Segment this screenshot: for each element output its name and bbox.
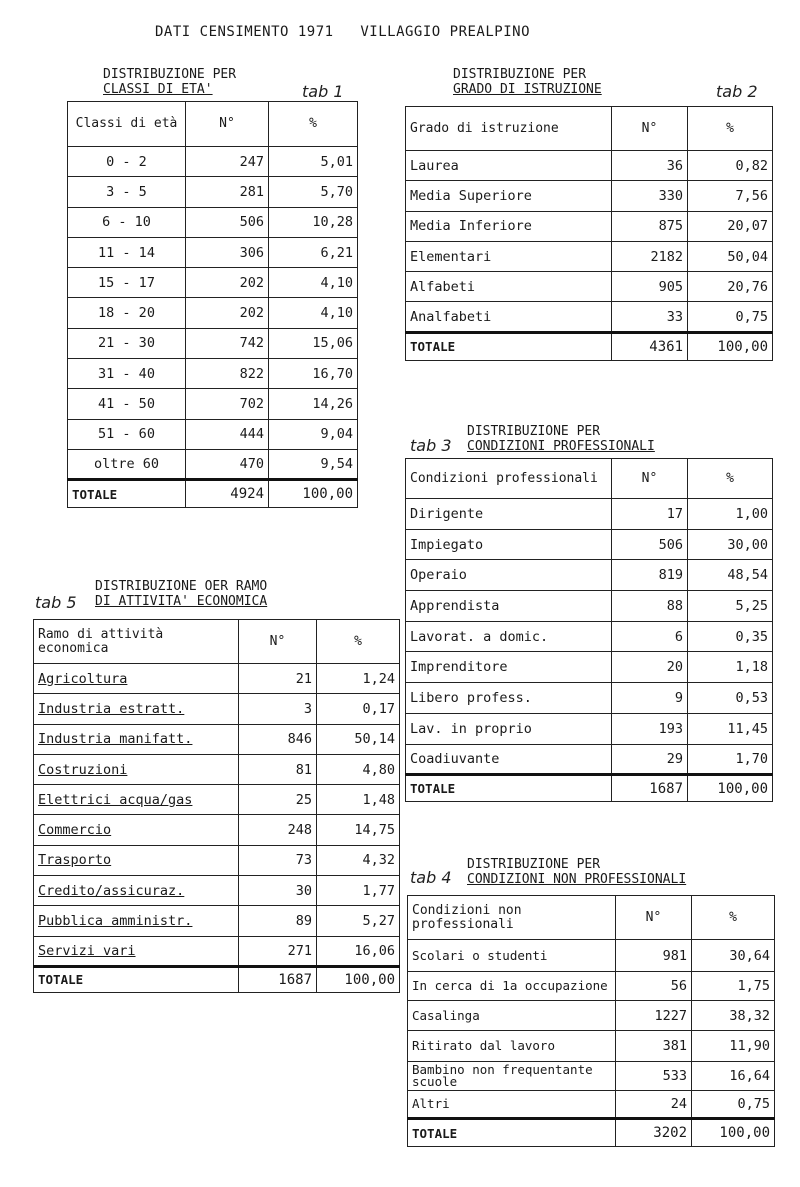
table-row	[68, 389, 358, 419]
row-label: 21 - 30	[98, 335, 155, 352]
table-row	[68, 328, 358, 358]
count-cell: 9	[612, 683, 688, 714]
tab1-caption: DISTRIBUZIONE PER CLASSI DI ETA'	[103, 67, 237, 97]
tab3-label: tab 3	[410, 436, 452, 455]
total-label: TOTALE	[406, 775, 612, 802]
count-cell: 875	[612, 211, 688, 241]
total-percent: 100,00	[688, 775, 773, 802]
column-header: %	[269, 102, 358, 147]
row-label: Credito/assicuraz.	[38, 882, 185, 899]
count-cell: 73	[239, 845, 317, 875]
percent-cell: 30,64	[692, 940, 775, 972]
row-label: Laurea	[410, 157, 459, 174]
row-label: Apprendista	[410, 597, 500, 614]
column-header: %	[317, 620, 400, 664]
table-row	[408, 972, 775, 1001]
percent-cell: 11,90	[692, 1031, 775, 1062]
count-cell: 330	[612, 181, 688, 211]
table-row	[34, 664, 400, 694]
percent-cell: 38,32	[692, 1001, 775, 1031]
column-header: Classi di età	[68, 102, 186, 147]
count-cell: 6	[612, 621, 688, 652]
count-cell: 846	[239, 724, 317, 754]
count-cell: 470	[186, 449, 269, 479]
percent-cell: 5,27	[317, 906, 400, 936]
row-label: Casalinga	[412, 1007, 480, 1023]
percent-cell: 0,75	[688, 302, 773, 332]
count-cell: 30	[239, 876, 317, 906]
economic-activity-table	[33, 619, 400, 993]
percent-cell: 50,14	[317, 724, 400, 754]
total-row	[68, 480, 358, 508]
header-row	[408, 896, 775, 940]
percent-cell: 4,80	[317, 754, 400, 784]
count-cell: 306	[186, 237, 269, 267]
count-cell: 193	[612, 713, 688, 744]
table-row	[408, 940, 775, 972]
count-cell: 1227	[616, 1001, 692, 1031]
row-label: Media Inferiore	[410, 218, 532, 235]
header-row	[68, 102, 358, 147]
column-header: Condizioni professionali	[406, 459, 612, 499]
percent-cell: 16,06	[317, 936, 400, 966]
tab4-label: tab 4	[410, 868, 452, 887]
row-label: Analfabeti	[410, 308, 492, 325]
table-row	[34, 815, 400, 845]
percent-cell: 0,35	[688, 621, 773, 652]
table-row	[406, 272, 773, 302]
total-percent: 100,00	[269, 480, 358, 508]
column-header: N°	[186, 102, 269, 147]
table-row	[68, 449, 358, 479]
percent-cell: 4,10	[269, 298, 358, 328]
count-cell: 25	[239, 785, 317, 815]
count-cell: 506	[186, 207, 269, 237]
count-cell: 24	[616, 1091, 692, 1119]
row-label: Alfabeti	[410, 278, 476, 295]
row-label: Industria estratt.	[38, 700, 185, 717]
count-cell: 819	[612, 560, 688, 591]
count-cell: 20	[612, 652, 688, 683]
row-label: Trasporto	[38, 852, 112, 869]
percent-cell: 10,28	[269, 207, 358, 237]
percent-cell: 4,32	[317, 845, 400, 875]
table-row	[68, 268, 358, 298]
total-count: 1687	[612, 775, 688, 802]
row-label: In cerca di 1a occupazione	[412, 978, 608, 993]
column-header: %	[692, 896, 775, 940]
row-label: Bambino non frequentante scuole	[412, 1062, 593, 1089]
percent-cell: 20,76	[688, 272, 773, 302]
table-row	[68, 298, 358, 328]
count-cell: 247	[186, 147, 269, 177]
row-label: 31 - 40	[98, 365, 155, 382]
education-level-table	[405, 106, 773, 361]
row-label: Libero profess.	[410, 689, 532, 706]
percent-cell: 0,17	[317, 694, 400, 724]
count-cell: 202	[186, 268, 269, 298]
row-label: Elettrici acqua/gas	[38, 791, 193, 808]
count-cell: 17	[612, 499, 688, 530]
count-cell: 33	[612, 302, 688, 332]
total-count: 3202	[616, 1119, 692, 1147]
row-label: Servizi vari	[38, 942, 136, 959]
row-label: 11 - 14	[98, 244, 155, 261]
row-label: 41 - 50	[98, 396, 155, 413]
document-title: DATI CENSIMENTO 1971 VILLAGGIO PREALPINO	[155, 24, 531, 40]
count-cell: 248	[239, 815, 317, 845]
count-cell: 36	[612, 151, 688, 181]
table-row	[34, 694, 400, 724]
percent-cell: 9,54	[269, 449, 358, 479]
percent-cell: 7,56	[688, 181, 773, 211]
row-label: Altri	[412, 1096, 450, 1111]
table-row	[34, 785, 400, 815]
table-row	[406, 591, 773, 622]
row-label: 15 - 17	[98, 274, 155, 291]
table-row	[408, 1091, 775, 1119]
table-row	[68, 177, 358, 207]
column-header: Ramo di attività economica	[34, 620, 239, 664]
age-distribution-table	[67, 101, 358, 508]
count-cell: 202	[186, 298, 269, 328]
table-row	[68, 419, 358, 449]
total-label: TOTALE	[408, 1119, 616, 1147]
row-label: Pubblica amministr.	[38, 913, 193, 930]
count-cell: 905	[612, 272, 688, 302]
percent-cell: 0,82	[688, 151, 773, 181]
table-row	[34, 845, 400, 875]
row-label: oltre 60	[93, 456, 160, 473]
row-label: Scolari o studenti	[412, 947, 548, 963]
percent-cell: 1,00	[688, 499, 773, 530]
total-count: 4924	[186, 480, 269, 508]
count-cell: 21	[239, 664, 317, 694]
table-row	[406, 151, 773, 181]
count-cell: 3	[239, 694, 317, 724]
percent-cell: 48,54	[688, 560, 773, 591]
total-percent: 100,00	[692, 1119, 775, 1147]
percent-cell: 5,70	[269, 177, 358, 207]
tab2-label: tab 2	[716, 82, 758, 101]
table-row	[406, 529, 773, 560]
percent-cell: 0,75	[692, 1091, 775, 1119]
count-cell: 381	[616, 1031, 692, 1062]
table-row	[406, 621, 773, 652]
row-label: Operaio	[410, 567, 467, 584]
row-label: Lavorat. a domic.	[410, 628, 549, 645]
total-label: TOTALE	[68, 480, 186, 508]
count-cell: 2182	[612, 241, 688, 271]
table-row	[34, 906, 400, 936]
row-label: Elementari	[410, 248, 492, 265]
column-header: N°	[616, 896, 692, 940]
row-label: Impiegato	[410, 536, 484, 553]
row-label: 0 - 2	[106, 153, 147, 170]
row-label: Agricoltura	[38, 670, 128, 687]
row-label: 6 - 10	[102, 214, 151, 231]
percent-cell: 5,01	[269, 147, 358, 177]
tab3-caption: DISTRIBUZIONE PER CONDIZIONI PROFESSIONALI	[467, 424, 655, 454]
table-row	[406, 241, 773, 271]
percent-cell: 15,06	[269, 328, 358, 358]
count-cell: 822	[186, 359, 269, 389]
table-row	[408, 1062, 775, 1091]
table-row	[68, 207, 358, 237]
count-cell: 981	[616, 940, 692, 972]
table-row	[68, 147, 358, 177]
percent-cell: 1,77	[317, 876, 400, 906]
table-row	[406, 499, 773, 530]
table-row	[34, 876, 400, 906]
percent-cell: 1,75	[692, 972, 775, 1001]
count-cell: 281	[186, 177, 269, 207]
column-header: N°	[239, 620, 317, 664]
row-label: Lav. in proprio	[410, 720, 532, 737]
row-label: Costruzioni	[38, 761, 128, 778]
row-label: Commercio	[38, 822, 112, 839]
table-row	[406, 713, 773, 744]
percent-cell: 11,45	[688, 713, 773, 744]
total-count: 1687	[239, 966, 317, 992]
percent-cell: 6,21	[269, 237, 358, 267]
total-label: TOTALE	[34, 966, 239, 992]
tab2-caption: DISTRIBUZIONE PER GRADO DI ISTRUZIONE	[453, 67, 602, 97]
non-professional-conditions-table	[407, 895, 775, 1147]
row-label: Coadiuvante	[410, 750, 500, 767]
percent-cell: 0,53	[688, 683, 773, 714]
count-cell: 533	[616, 1062, 692, 1091]
header-row	[34, 620, 400, 664]
row-label: Imprenditore	[410, 659, 508, 676]
row-label: 18 - 20	[98, 305, 155, 322]
table-row	[408, 1001, 775, 1031]
table-row	[68, 237, 358, 267]
column-header: N°	[612, 459, 688, 499]
count-cell: 702	[186, 389, 269, 419]
tab5-caption: DISTRIBUZIONE OER RAMO DI ATTIVITA' ECONOMICA	[95, 579, 268, 609]
header-row	[406, 107, 773, 151]
table-row	[34, 724, 400, 754]
row-label: Media Superiore	[410, 187, 532, 204]
percent-cell: 4,10	[269, 268, 358, 298]
table-row	[408, 1031, 775, 1062]
total-row	[408, 1119, 775, 1147]
count-cell: 444	[186, 419, 269, 449]
percent-cell: 20,07	[688, 211, 773, 241]
column-header: %	[688, 459, 773, 499]
professional-conditions-table	[405, 458, 773, 802]
table-row	[406, 652, 773, 683]
row-label: Dirigente	[410, 505, 484, 522]
percent-cell: 14,26	[269, 389, 358, 419]
table-row	[406, 302, 773, 332]
column-header: %	[688, 107, 773, 151]
percent-cell: 1,48	[317, 785, 400, 815]
row-label: 51 - 60	[98, 426, 155, 443]
percent-cell: 5,25	[688, 591, 773, 622]
count-cell: 271	[239, 936, 317, 966]
table-row	[34, 936, 400, 966]
table-row	[406, 744, 773, 775]
row-label: Industria manifatt.	[38, 731, 193, 748]
total-row	[406, 775, 773, 802]
header-row	[406, 459, 773, 499]
column-header: Grado di istruzione	[406, 107, 612, 151]
table-row	[406, 683, 773, 714]
total-label: TOTALE	[406, 332, 612, 360]
column-header: N°	[612, 107, 688, 151]
count-cell: 89	[239, 906, 317, 936]
total-row	[406, 332, 773, 360]
total-percent: 100,00	[688, 332, 773, 360]
percent-cell: 30,00	[688, 529, 773, 560]
percent-cell: 1,18	[688, 652, 773, 683]
percent-cell: 9,04	[269, 419, 358, 449]
table-row	[406, 211, 773, 241]
percent-cell: 1,70	[688, 744, 773, 775]
row-label: 3 - 5	[106, 183, 147, 200]
column-header: Condizioni non professionali	[408, 896, 616, 940]
percent-cell: 16,70	[269, 359, 358, 389]
total-percent: 100,00	[317, 966, 400, 992]
table-row	[34, 754, 400, 784]
total-row	[34, 966, 400, 992]
total-count: 4361	[612, 332, 688, 360]
table-row	[406, 560, 773, 591]
percent-cell: 1,24	[317, 664, 400, 694]
count-cell: 88	[612, 591, 688, 622]
table-row	[406, 181, 773, 211]
count-cell: 742	[186, 328, 269, 358]
count-cell: 506	[612, 529, 688, 560]
count-cell: 29	[612, 744, 688, 775]
percent-cell: 50,04	[688, 241, 773, 271]
percent-cell: 14,75	[317, 815, 400, 845]
count-cell: 56	[616, 972, 692, 1001]
table-row	[68, 359, 358, 389]
tab4-caption: DISTRIBUZIONE PER CONDIZIONI NON PROFESSIONALI	[467, 857, 687, 887]
row-label: Ritirato dal lavoro	[412, 1038, 555, 1053]
tab1-label: tab 1	[302, 82, 344, 101]
tab5-label: tab 5	[35, 593, 77, 612]
percent-cell: 16,64	[692, 1062, 775, 1091]
count-cell: 81	[239, 754, 317, 784]
